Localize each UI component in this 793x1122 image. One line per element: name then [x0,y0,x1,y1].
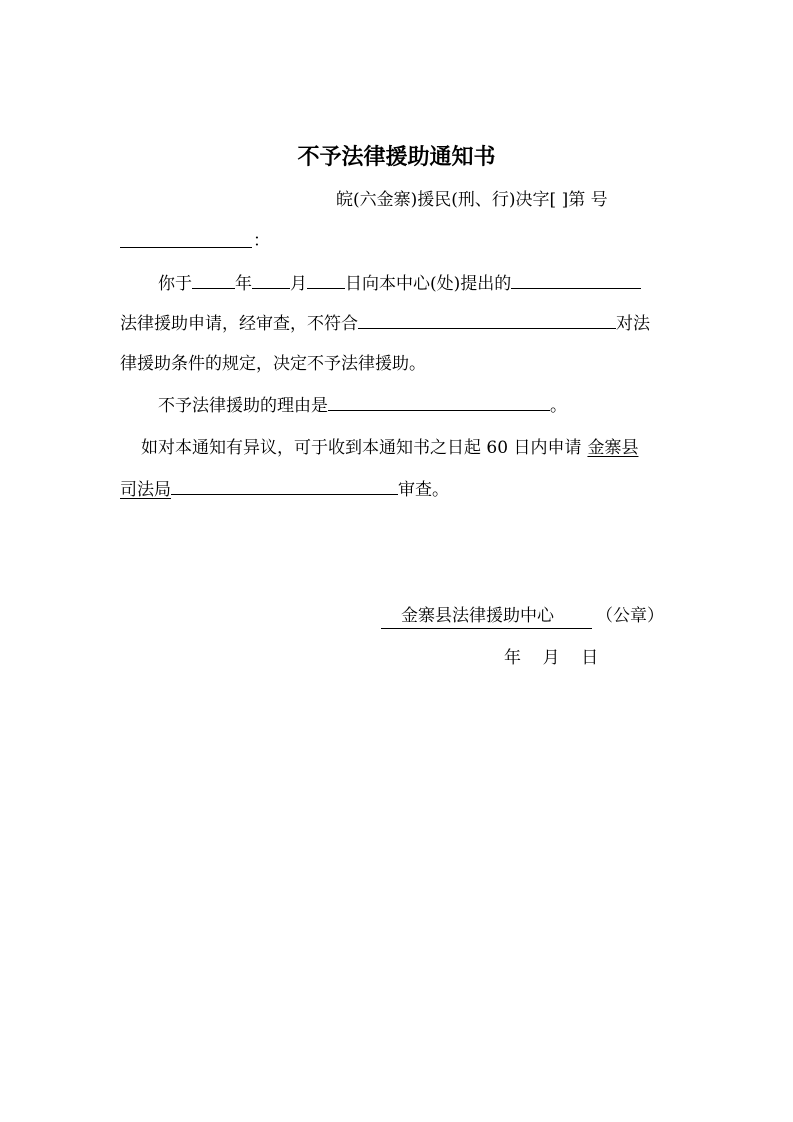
p1-day-text: 日向本中心(处)提出的 [345,274,512,294]
regulation-blank [358,327,616,329]
p3-line1-text: 如对本通知有异议，可于收到本通知书之日起 60 日内申请 [141,438,582,458]
paragraph-1-line-3: 律援助条件的规定，决定不予法律援助。 [120,354,426,374]
matter-blank [511,287,641,289]
paragraph-1-line-1 [158,276,641,293]
day-blank [307,287,345,289]
paragraph-3-line-1 [141,440,638,457]
p1-year-text: 年 [235,274,252,294]
recipient-colon: ： [253,231,270,251]
signature-org: 金寨县法律援助中心 [381,608,592,629]
review-org-part2: 司法局 [120,480,171,500]
p1-line2-start: 法律援助申请，经审查，不符合 [120,314,358,334]
p1-you-text: 你于 [158,274,192,294]
year-blank [192,287,235,289]
signature-date: 年 月 日 [504,648,599,668]
reason-blank [328,409,550,411]
seal-label: （公章） [596,606,664,626]
document-number: 皖(六金寨)援民(刑、行)决字[ ]第 号 [336,190,608,210]
reason-end: 。 [550,396,567,416]
recipient-blank [120,247,252,248]
paragraph-3-line-2 [120,482,449,499]
review-text: 审查。 [398,480,449,500]
p1-month-text: 月 [290,274,307,294]
review-org-part1: 金寨县 [587,438,639,458]
paragraph-2 [158,398,567,415]
signature-block [381,608,664,629]
month-blank [252,287,290,289]
review-org-blank [171,493,398,495]
paragraph-1-line-2 [120,316,650,333]
document-title: 不予法律援助通知书 [297,145,496,170]
p1-line2-end: 对法 [616,314,650,334]
reason-label: 不予法律援助的理由是 [158,396,328,416]
